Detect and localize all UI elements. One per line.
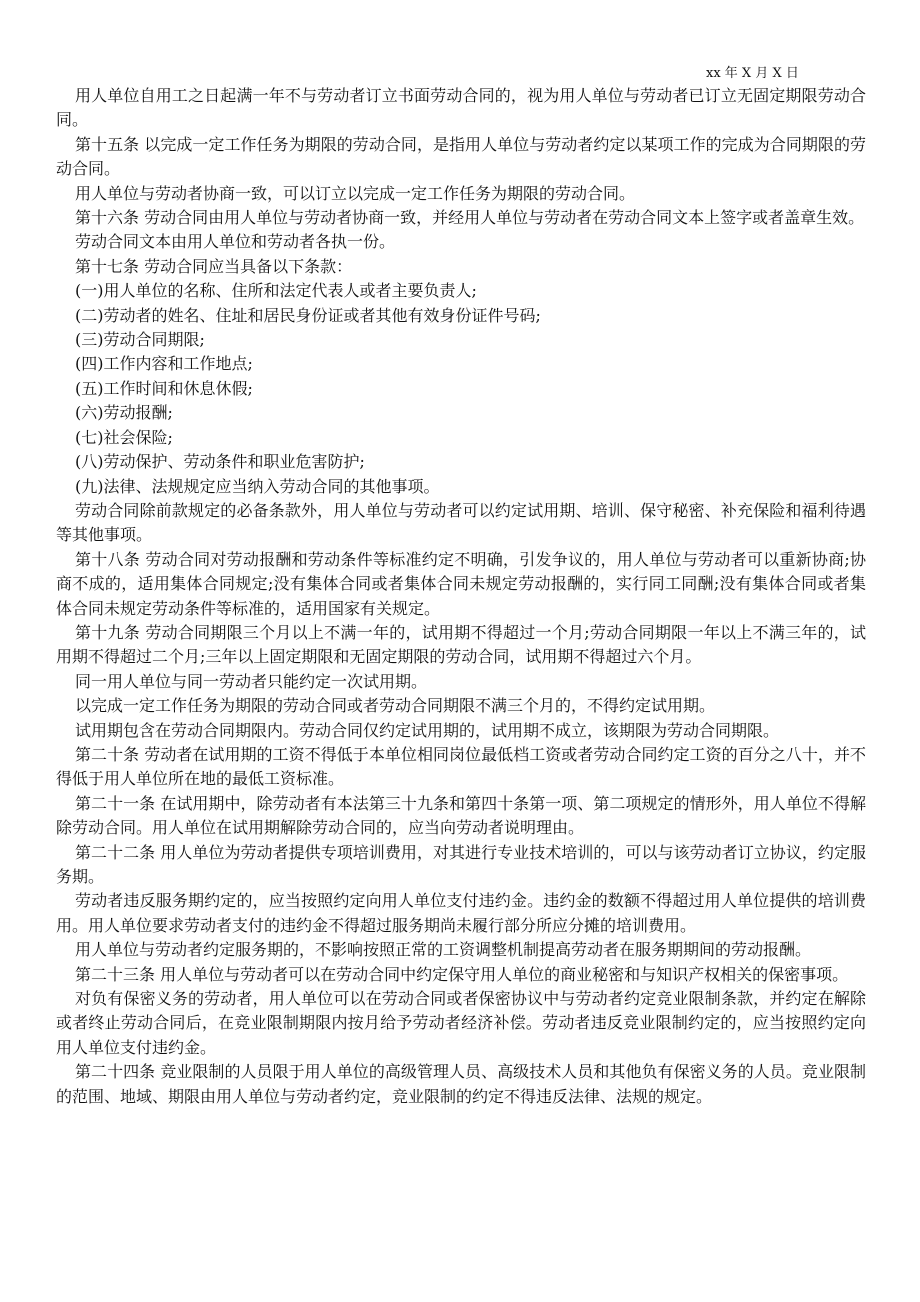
list-item: (七)社会保险;	[75, 427, 173, 447]
paragraph: 第十九条 劳动合同期限三个月以上不满一年的，试用期不得超过一个月;劳动合同期限一年以上不满三年的，试用期不得超过二个月;三年以上固定期限和无固定期限的劳动合同，试用期不得超过六个月。	[56, 622, 866, 667]
paragraph: 劳动合同除前款规定的必备条款外，用人单位与劳动者可以约定试用期、培训、保守秘密、补充保险和福利待遇等其他事项。	[56, 500, 866, 545]
paragraph: 同一用人单位与同一劳动者只能约定一次试用期。	[75, 671, 428, 691]
list-item: (九)法律、法规规定应当纳入劳动合同的其他事项。	[75, 476, 440, 496]
document-body	[56, 84, 866, 1109]
paragraph: 第十八条 劳动合同对劳动报酬和劳动条件等标准约定不明确，引发争议的，用人单位与劳动者可以重新协商;协商不成的，适用集体合同规定;没有集体合同或者集体合同未规定劳动报酬的，实行同工同酬;没有集体合同或者集体合同未规定劳动条件等标准的，适用国家有关规定。	[56, 549, 866, 618]
list-item: (五)工作时间和休息休假;	[75, 378, 253, 398]
list-item: (四)工作内容和工作地点;	[75, 354, 253, 374]
list-item: (一)用人单位的名称、住所和法定代表人或者主要负责人;	[75, 281, 477, 301]
paragraph: 试用期包含在劳动合同期限内。劳动合同仅约定试用期的，试用期不成立，该期限为劳动合同期限。	[75, 720, 780, 740]
paragraph: 用人单位与劳动者协商一致，可以订立以完成一定工作任务为期限的劳动合同。	[75, 183, 636, 203]
paragraph: 第二十条 劳动者在试用期的工资不得低于本单位相同岗位最低档工资或者劳动合同约定工资的百分之八十，并不得低于用人单位所在地的最低工资标准。	[56, 744, 866, 789]
paragraph: 第十五条 以完成一定工作任务为期限的劳动合同，是指用人单位与劳动者约定以某项工作的完成为合同期限的劳动合同。	[56, 134, 866, 179]
paragraph: 劳动者违反服务期约定的，应当按照约定向用人单位支付违约金。违约金的数额不得超过用人单位提供的培训费用。用人单位要求劳动者支付的违约金不得超过服务期尚未履行部分所应分摊的培训费用。	[56, 891, 866, 935]
paragraph: 第十六条 劳动合同由用人单位与劳动者协商一致，并经用人单位与劳动者在劳动合同文本上签字或者盖章生效。	[75, 208, 865, 228]
paragraph: 对负有保密义务的劳动者，用人单位可以在劳动合同或者保密协议中与劳动者约定竞业限制条款，并约定在解除或者终止劳动合同后，在竞业限制期限内按月给予劳动者经济补偿。劳动者违反竞业限制约定的，应当按照约定向用人单位支付违约金。	[56, 989, 866, 1057]
paragraph: 第二十一条 在试用期中，除劳动者有本法第三十九条和第四十条第一项、第二项规定的情形外，用人单位不得解除劳动合同。用人单位在试用期解除劳动合同的，应当向劳动者说明理由。	[56, 793, 866, 838]
paragraph: 用人单位自用工之日起满一年不与劳动者订立书面劳动合同的，视为用人单位与劳动者已订立无固定期限劳动合同。	[56, 86, 866, 130]
paragraph: 第二十三条 用人单位与劳动者可以在劳动合同中约定保守用人单位的商业秘密和与知识产权相关的保密事项。	[75, 964, 849, 984]
paragraph: 第二十四条 竞业限制的人员限于用人单位的高级管理人员、高级技术人员和其他负有保密义务的人员。竞业限制的范围、地域、期限由用人单位与劳动者约定，竞业限制的约定不得违反法律、法规的规定。	[56, 1062, 866, 1106]
paragraph: 第十七条 劳动合同应当具备以下条款：	[75, 256, 353, 276]
list-item: (六)劳动报酬;	[75, 403, 173, 423]
document-date: xx 年 X 月 X 日	[706, 66, 799, 81]
list-item: (二)劳动者的姓名、住址和居民身份证或者其他有效身份证件号码;	[75, 305, 541, 325]
paragraph: 以完成一定工作任务为期限的劳动合同或者劳动合同期限不满三个月的，不得约定试用期。	[75, 696, 716, 716]
list-item: (八)劳动保护、劳动条件和职业危害防护;	[75, 452, 365, 472]
list-item: (三)劳动合同期限;	[75, 330, 205, 350]
paragraph: 用人单位与劳动者约定服务期的，不影响按照正常的工资调整机制提高劳动者在服务期期间的劳动报酬。	[75, 940, 812, 960]
paragraph: 第二十二条 用人单位为劳动者提供专项培训费用，对其进行专业技术培训的，可以与该劳动者订立协议，约定服务期。	[56, 842, 866, 886]
paragraph: 劳动合同文本由用人单位和劳动者各执一份。	[75, 232, 396, 252]
